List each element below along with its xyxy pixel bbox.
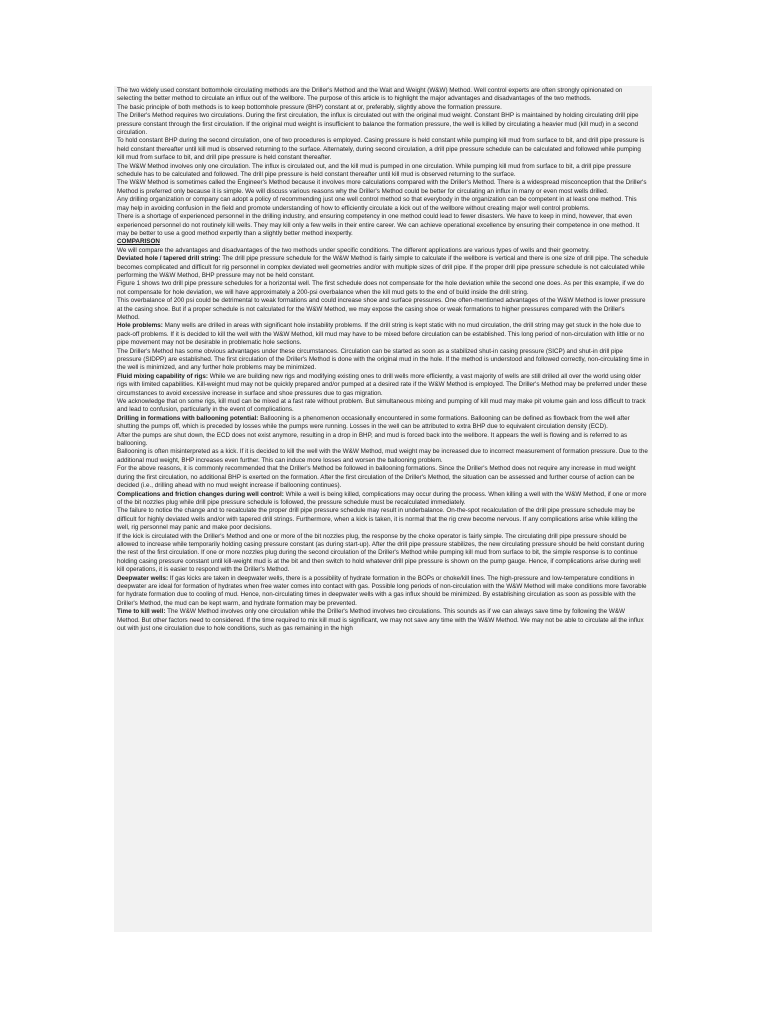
paragraph [117, 415, 649, 432]
document-page [114, 86, 652, 932]
paragraph: The failure to notice the change and to recalculate the proper drill pipe pressure schedule may result in underbalance. On-the-spot recalculation of the drill pipe pressure schedule may be difficult for highly deviated wells and/or with tapered drill strings. Furthermore, when a kick is taken, it is normal that the rig crew become nervous. If any complications arise while killing the well, rig personnel may panic and make poor decisions. [117, 507, 638, 532]
paragraph-lead-in: Deviated hole / tapered drill string: [117, 255, 221, 263]
paragraph [117, 373, 649, 398]
paragraph: We will compare the advantages and disadvantages of the two methods under specific conditions. The different applications are various types of wells and their geometry. [117, 246, 590, 254]
paragraph [117, 322, 649, 347]
paragraph [117, 255, 649, 280]
paragraph-text: The W&W Method involves only one circulation while the Driller's Method involves two circulations. This sounds as if we can always save time by following the W&W Method. But other factors need to considered. If the time required to mix kill mud is significant, we may not save any time with the W&W Method. We may not be able to circulate all the influx out with just one circulation due to hole conditions, such as gas remaining in the high [117, 608, 644, 632]
article-body [114, 86, 652, 633]
paragraph: Ballooning is often misinterpreted as a kick. If it is decided to kill the well with the W&W Method, mud weight may be increased due to incorrect measurement of formation pressure. Due to the additional mud weight, BHP increases even further. This can induce more losses and worsen the ballooning problem. [117, 448, 648, 464]
paragraph: There is a shortage of experienced personnel in the drilling industry, and ensuring competency in one method could lead to fewer disasters. We have to keep in mind, however, that even experienced personnel do not routinely kill wells. They may kill only a few wells in their entire career. We can achieve operational excellence by ensuring their competence in one method. It may be better to use a good method expertly than a slightly better method inexpertly. [117, 213, 640, 237]
paragraph [117, 608, 649, 633]
paragraph-lead-in: Hole problems: [117, 322, 163, 330]
paragraph: The W&W Method involves only one circulation. The influx is circulated out, and the kill mud is pumped in one circulation. While pumping kill mud from surface to bit, a drill pipe pressure schedule has to be calculated and followed. The drill pipe pressure is held constant thereafter until kill mud is observed returning to the surface. [117, 162, 632, 179]
paragraph: The two widely used constant bottomhole circulating methods are the Driller's Method and the Wait and Weight (W&W) Method. Well control experts are often strongly opinionated on selecting the better method to circulate an influx out of the wellbore. The purpose of this article is to highlight the major advantages and disadvantages of the two methods. [117, 87, 623, 103]
paragraph: To hold constant BHP during the second circulation, one of two procedures is employed. Casing pressure is held constant while pumping kill mud from surface to bit, and drill pipe pressure is held constant thereafter until kill mud is observed returning to the surface. Alternately, during second circulation, a drill pipe pressure schedule can be calculated and followed while pumping kill mud from surface to bit, and drill pipe pressure is held constant thereafter. [117, 137, 645, 162]
paragraph-lead-in: Drilling in formations with ballooning potential: [117, 414, 259, 422]
paragraph: Any drilling organization or company can adopt a policy of recommending just one well control method so that everybody in the organization can be competent in at least one method. This may help in avoiding confusion in the field and promote understanding of how to efficiently circulate a kick out of the wellbore without creating major well control problems. [117, 196, 637, 212]
paragraph: The Driller's Method has some obvious advantages under these circumstances. Circulation can be started as soon as a stabilized shut-in casing pressure (SICP) and shut-in drill pipe pressure (SIDPP) are established. The first circulation of the Driller's Method is done with the original mud in the hole. If the method is understood and followed correctly, non-circulating time in the well is minimized, and any further hole problems may be minimized. [117, 347, 649, 372]
paragraph-text: The drill pipe pressure schedule for the W&W Method is fairly simple to calculate if the wellbore is vertical and there is one size of drill pipe. The schedule becomes complicated and difficult for rig personnel in complex deviated well geometries and/or with multiple sizes of drill pipe. If the proper drill pipe pressure schedule is not calculated while performing the W&W Method, BHP pressure may not be held constant. [117, 255, 649, 279]
paragraph-text: Many wells are drilled in areas with significant hole instability problems. If the drill string is kept static with no mud circulation, the drill string may get stuck in the hole due to pack-off problems. If it is decided to kill the well with the W&W Method, kill mud may have to be mixed before circulation can be established. This long period of non-circulation with little or no pipe movement may not be desirable in problematic hole sections. [117, 322, 645, 347]
paragraph-lead-in: Fluid mixing capability of rigs: [117, 372, 208, 380]
paragraph [117, 491, 649, 508]
paragraph [117, 575, 649, 609]
paragraph: After the pumps are shut down, the ECD does not exist anymore, resulting in a drop in BHP, and mud is forced back into the wellbore. It appears the well is flowing and is referred to as ballooning. [117, 431, 628, 448]
paragraph: The basic principle of both methods is to keep bottomhole pressure (BHP) constant at or, preferably, slightly above the formation pressure. [117, 103, 502, 111]
paragraph-lead-in: Deepwater wells: [117, 574, 169, 582]
paragraph-text: Ballooning is a phenomenon occasionally encountered in some formations. Ballooning can be defined as flowback from the well after shutting the pumps off, which is preceded by losses while the pumps were running. Losses in the well can be attributed to extra BHP due to equivalent circulation density (ECD). [117, 414, 630, 431]
paragraph-lead-in: Time to kill well: [117, 608, 166, 616]
paragraph: The Driller's Method requires two circulations. During the first circulation, the influx is circulated out with the original mud weight. Constant BHP is maintained by holding circulating drill pipe pressure constant through the first circulation. If the original mud weight is insufficient to balance the formation pressure, the well is killed by circulating a heavier mud (kill mud) in a second circulation. [117, 112, 639, 137]
paragraph: This overbalance of 200 psi could be detrimental to weak formations and could increase shoe and surface pressures. One often-mentioned advantages of the W&W Method is lower pressure at the casing shoe. But if a proper schedule is not calculated for the W&W Method, we may expose the casing shoe or weak formations to higher pressures compared with the Driller's Method. [117, 297, 646, 321]
paragraph-text: If gas kicks are taken in deepwater wells, there is a possibility of hydrate formation in the BOPs or choke/kill lines. The high-pressure and low-temperature conditions in deepwater are ideal for formation of hydrates when free water comes into contact with gas. Possible long periods of non-circulation with the W&W Method will make conditions more favorable for hydrate formation due to cooling of mud. Hence, non-circulating times in deepwater wells with a gas influx should be minimized. By establishing circulation as soon as possible with the Driller's Method, the mud can be kept warm, and hydrate formation may be prevented. [117, 574, 647, 607]
paragraph: For the above reasons, it is commonly recommended that the Driller's Method be followed in ballooning formations. Since the Driller's Method does not require any increase in mud weight during the first circulation, no additional BHP is exerted on the formation. After the first circulation of the Driller's Method, the situation can be assessed and further course of action can be decided (i.e., drilling ahead with no mud weight increase if ballooning continues). [117, 465, 636, 490]
paragraph-text: While we are building new rigs and modifying existing ones to drill wells more efficiently, a vast majority of wells are still drilled all over the world using older rigs with limited capabilities. Kill-weight mud may not be quickly prepared and/or pumped at a desired rate if the W&W Method is employed. The Driller's Method may be preferred under these circumstances to avoid excessive increase in surface and shoe pressures due to gas migration. [117, 372, 647, 397]
paragraph: We acknowledge that on some rigs, kill mud can be mixed at a fast rate without problem. But simultaneous mixing and pumping of kill mud may make pit volume gain and loss difficult to track and lead to confusion, particularly in the event of complications. [117, 398, 646, 414]
paragraph-lead-in: Complications and friction changes during well control: [117, 490, 284, 498]
section-heading: COMPARISON [117, 238, 160, 246]
paragraph-text: While a well is being killed, complications may occur during the process. When killing a well with the W&W Method, if one or more of the bit nozzles plug while drill pipe pressure schedule is followed, the pressure schedule must be recalculated immediately. [117, 490, 647, 506]
paragraph: The W&W Method is sometimes called the Engineer's Method because it involves more calculations compared with the Driller's Method. There is a widespread misconception that the Driller's Method is preferred only because it is simple. We will discuss various reasons why the Driller's Method could be better for circulating an influx in many or even most wells drilled. [117, 179, 647, 195]
paragraph: Figure 1 shows two drill pipe pressure schedules for a horizontal well. The first schedule does not compensate for the hole deviation while the second one does. As per this example, if we do not compensate for hole deviation, we will have approximately a 200-psi overbalance when the kill mud gets to the end of build inside the drill string. [117, 280, 645, 296]
paragraph: If the kick is circulated with the Driller's Method and one or more of the bit nozzles plug, the response by the choke operator is fairly simple. The circulating drill pipe pressure should be allowed to increase while temporarily holding casing pressure constant (as during start-up). After the drill pipe pressure stabilizes, the new circulating pressure should be held constant during the rest of the first circulation. If one or more nozzles plug during the second circulation of the Driller's Method while pumping kill mud from surface to bit, the simple response is to continue holding casing pressure constant until kill-weight mud is at the bit and then switch to hold whatever drill pipe pressure is shown on the pump gauge. Hence, if complications arise during well kill operations, it is easier to respond with the Driller's Method. [117, 532, 645, 574]
